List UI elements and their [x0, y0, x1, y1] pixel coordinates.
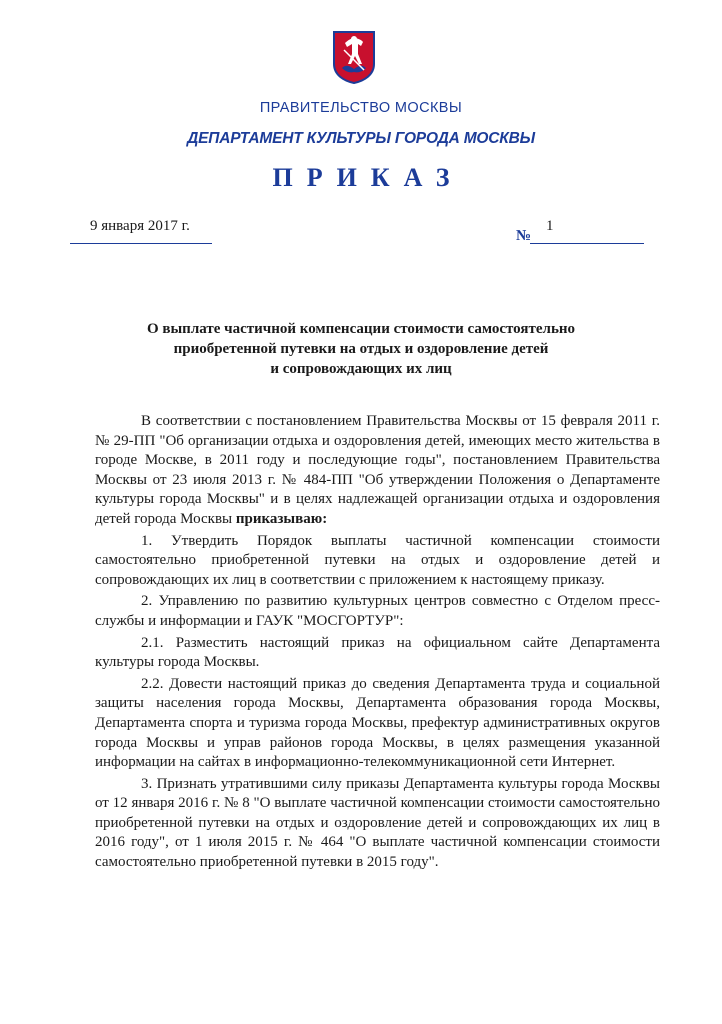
number-underline — [530, 243, 644, 244]
order-keyword: приказываю: — [235, 510, 328, 527]
paragraph-2: 2. Управлению по развитию культурных центров совместно с Отделом пресс-службы и информации и ГАУК "МОСГОРТУР": — [95, 593, 660, 629]
government-name: ПРАВИТЕЛЬСТВО МОСКВЫ — [259, 100, 463, 116]
paragraph-1: 1. Утвердить Порядок выплаты частичной компенсации стоимости самостоятельно приобретенной путевки на отдых и оздоровление детей и сопровождающих их лиц в соответствии с приложением к настоящему приказу. — [95, 532, 660, 588]
moscow-coat-of-arms-icon — [332, 30, 376, 84]
paragraph-2-1: 2.1. Разместить настоящий приказ на официальном сайте Департамента культуры города Москвы. — [95, 634, 660, 671]
document-body — [95, 412, 660, 873]
intro-text: В соответствии с постановлением Правительства Москвы от 15 февраля 2011 г. № 29-ПП "Об организации отдыха и оздоровления детей, имеющих место жительства в городе Москве, в 2011 году и последующие годы", постановлением Правительства Москвы от 23 июля 2013 г. № 484-ПП "Об утверждении Положения о Департаменте культуры города Москвы" и в целях надлежащей организации отдыха и оздоровления детей города Москвы — [95, 413, 660, 527]
title-line: и сопровождающих их лиц — [270, 361, 452, 377]
intro-paragraph — [95, 412, 660, 530]
document-title — [0, 319, 722, 379]
department-name: ДЕПАРТАМЕНТ КУЛЬТУРЫ ГОРОДА МОСКВЫ — [187, 130, 535, 147]
number-label: № — [516, 228, 532, 244]
paragraph-3: 3. Признать утратившими силу приказы Департамента культуры города Москвы от 12 января 2016 г. № 8 "О выплате частичной компенсации стоимости самостоятельно приобретенной путевки на отдых и оздоровление детей и сопровождающих их лиц в 2016 году", от 1 июля 2015 г. № 464 "О выплате частичной компенсации стоимости самостоятельно приобретенной путевки в 2015 году". — [95, 775, 660, 871]
title-line: О выплате частичной компенсации стоимости самостоятельно — [146, 321, 576, 337]
document-type-heading: ПРИКАЗ — [272, 163, 464, 192]
document-date: 9 января 2017 г. — [90, 218, 190, 234]
title-line: приобретенной путевки на отдых и оздоровление детей — [173, 341, 549, 357]
paragraph-2-2: 2.2. Довести настоящий приказ до сведения Департамента труда и социальной защиты населения города Москвы, Департамента образования города Москвы, Департамента спорта и туризма города Москвы, префектур административных округов города Москвы и управ районов города Москвы, в целях размещения указанной информации на сайтах в информационно-телекоммуникационной сети Интернет. — [95, 675, 660, 771]
date-underline — [70, 243, 212, 244]
document-number: 1 — [546, 218, 554, 234]
